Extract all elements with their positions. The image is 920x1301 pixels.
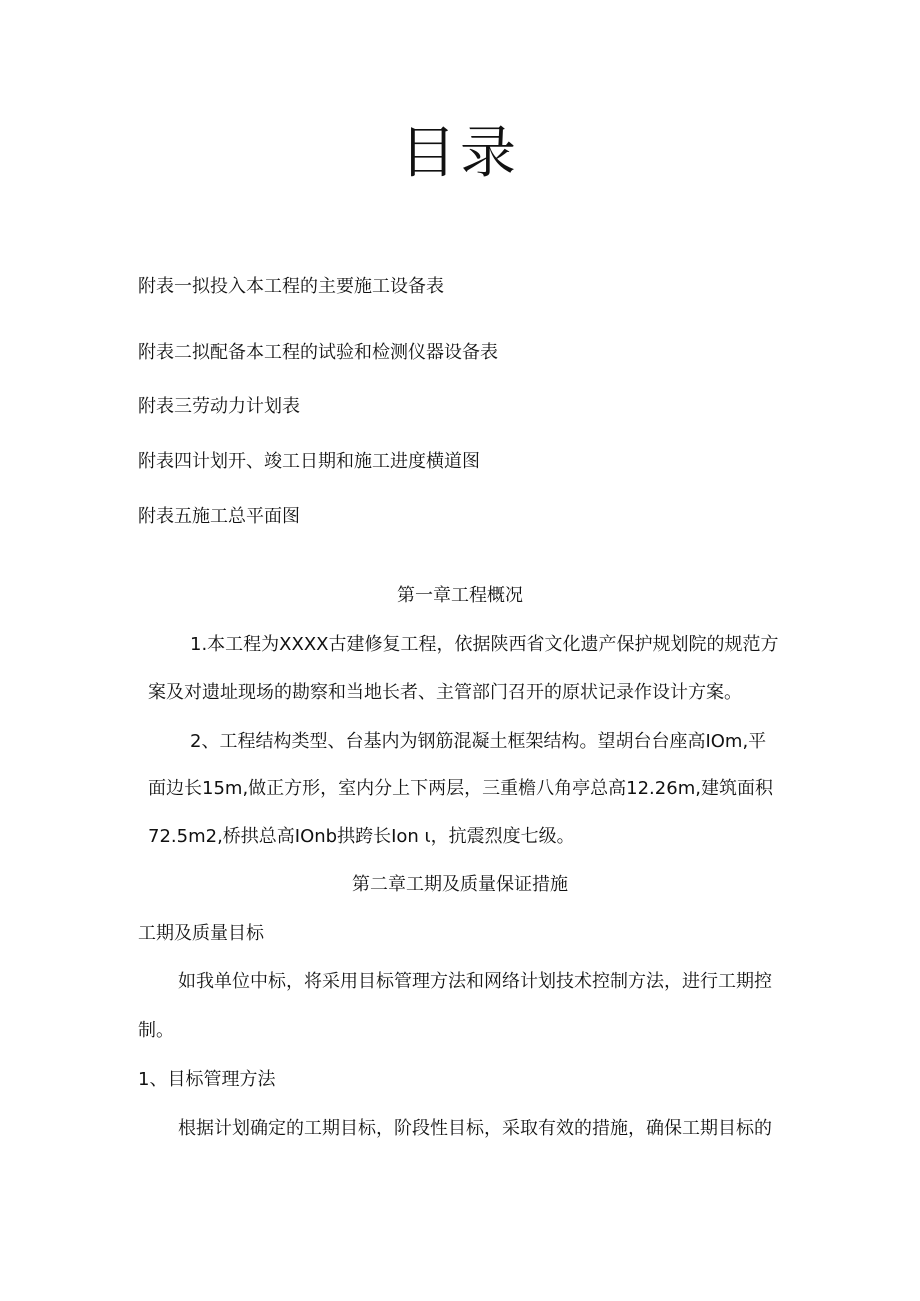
toc-item: 附表一拟投入本工程的主要施工设备表 <box>138 276 444 297</box>
paragraph-line: 2、工程结构类型、台基内为钢筋混凝土框架结构。望胡台台座高IOm,平 <box>190 731 767 752</box>
paragraph-line: 制。 <box>138 1020 174 1041</box>
page-title: 目录 <box>400 121 520 186</box>
paragraph-line: 案及对遗址现场的勘察和当地长者、主管部门召开的原状记录作设计方案。 <box>148 682 742 703</box>
toc-item: 附表二拟配备本工程的试验和检测仪器设备表 <box>138 342 498 363</box>
toc-item: 附表五施工总平面图 <box>138 506 300 527</box>
paragraph-line: 如我单位中标，将采用目标管理方法和网络计划技术控制方法，进行工期控 <box>178 971 772 992</box>
toc-item: 附表四计划开、竣工日期和施工进度横道图 <box>138 451 480 472</box>
paragraph-line: 面边长15m,做正方形，室内分上下两层，三重檐八角亭总高12.26m,建筑面积 <box>148 778 773 799</box>
toc-item: 附表三劳动力计划表 <box>138 396 300 417</box>
paragraph-line: 72.5m2,桥拱总高IOnb拱跨长Ion ι，抗震烈度七级。 <box>148 826 575 847</box>
chapter-heading: 第二章工期及质量保证措施 <box>352 874 568 895</box>
section-heading: 工期及质量目标 <box>138 923 264 944</box>
paragraph-line: 1.本工程为XXXX古建修复工程，依据陕西省文化遗产保护规划院的规范方 <box>190 634 779 655</box>
paragraph-line: 根据计划确定的工期目标，阶段性目标，采取有效的措施，确保工期目标的 <box>178 1118 772 1139</box>
section-heading: 1、目标管理方法 <box>138 1069 276 1090</box>
chapter-heading: 第一章工程概况 <box>397 585 523 606</box>
